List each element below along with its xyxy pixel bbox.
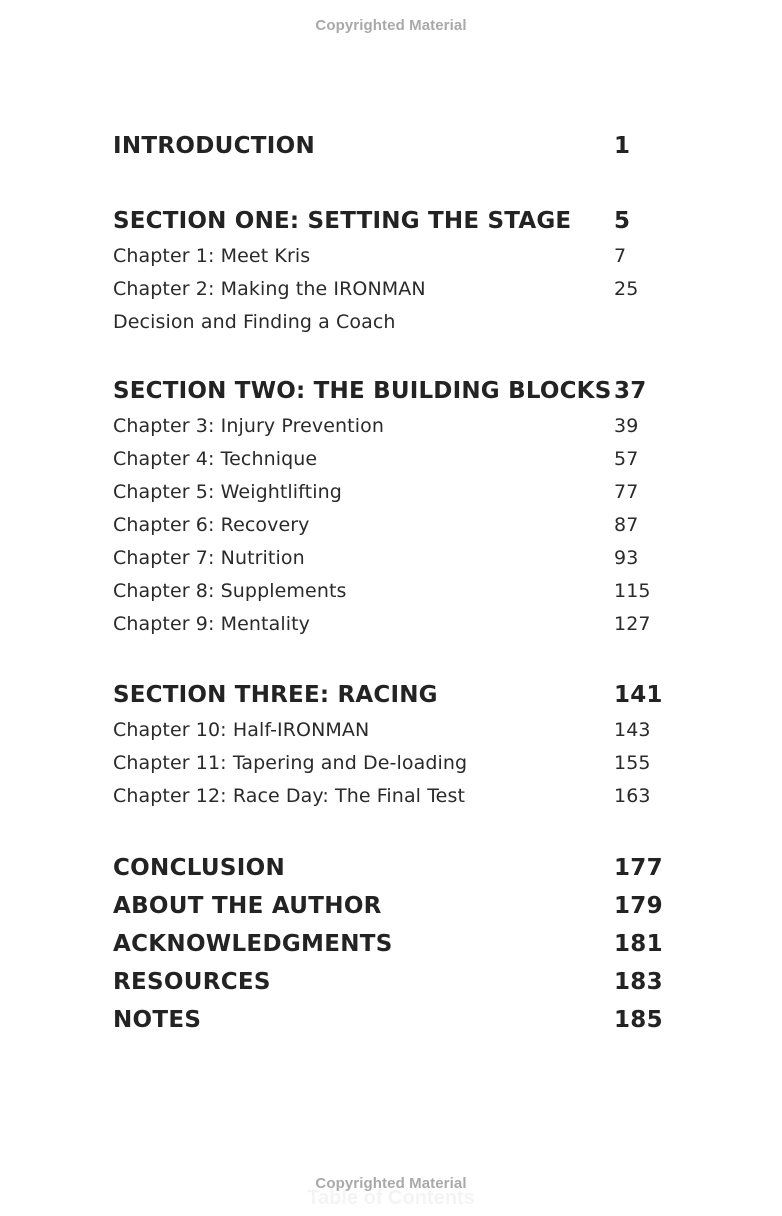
toc-chapter-9	[113, 613, 673, 643]
toc-entry-about-the-author	[113, 893, 673, 923]
toc-chapter-title: Chapter 3: Injury Prevention	[113, 415, 384, 437]
toc-entry-title: ABOUT THE AUTHOR	[113, 893, 382, 919]
toc-chapter-page: 25	[614, 278, 639, 300]
toc-chapter-title: Chapter 1: Meet Kris	[113, 245, 311, 267]
toc-chapter-title: Chapter 10: Half-IRONMAN	[113, 719, 370, 741]
toc-chapter-page: 93	[614, 547, 639, 569]
toc-chapter-title: Chapter 8: Supplements	[113, 580, 347, 602]
toc-section-title: SECTION ONE: SETTING THE STAGE	[113, 208, 572, 234]
toc-chapter-page: 77	[614, 481, 639, 503]
toc-section-title: SECTION THREE: RACING	[113, 682, 438, 708]
toc-entry-title: RESOURCES	[113, 969, 271, 995]
toc-chapter-4	[113, 448, 673, 478]
toc-chapter-title: Chapter 7: Nutrition	[113, 547, 305, 569]
toc-entry-title: ACKNOWLEDGMENTS	[113, 931, 393, 957]
copyright-watermark-bottom: Copyrighted Material	[315, 1175, 467, 1192]
toc-entry-page: 185	[614, 1007, 663, 1033]
toc-chapter-8	[113, 580, 673, 610]
toc-chapter-5	[113, 481, 673, 511]
toc-chapter-page: 7	[614, 245, 627, 267]
toc-chapter-page: 87	[614, 514, 639, 536]
toc-section-page: 5	[614, 208, 631, 234]
toc-section-page: 141	[614, 682, 663, 708]
toc-chapter-page: 143	[614, 719, 651, 741]
toc-section-two-heading	[113, 378, 673, 408]
toc-entry-page: 183	[614, 969, 663, 995]
toc-chapter-page: 57	[614, 448, 639, 470]
toc-entry-introduction	[113, 133, 673, 163]
toc-section-title: SECTION TWO: THE BUILDING BLOCKS	[113, 378, 612, 404]
toc-chapter-page: 39	[614, 415, 639, 437]
toc-chapter-title: Chapter 5: Weightlifting	[113, 481, 342, 503]
toc-chapter-page: 127	[614, 613, 651, 635]
toc-entry-page: 179	[614, 893, 663, 919]
toc-entry-notes	[113, 1007, 673, 1037]
toc-entry-acknowledgments	[113, 931, 673, 961]
toc-entry-title: NOTES	[113, 1007, 202, 1033]
toc-chapter-11	[113, 752, 673, 782]
toc-entry-conclusion	[113, 855, 673, 885]
toc-chapter-page: 155	[614, 752, 651, 774]
toc-section-one-heading	[113, 208, 673, 238]
toc-chapter-2-continued	[113, 311, 673, 341]
toc-chapter-title-continued: Decision and Finding a Coach	[113, 311, 396, 333]
toc-chapter-title: Chapter 11: Tapering and De-loading	[113, 752, 468, 774]
toc-chapter-title: Chapter 2: Making the IRONMAN	[113, 278, 426, 300]
toc-chapter-page: 163	[614, 785, 651, 807]
toc-section-three-heading	[113, 682, 673, 712]
toc-entry-page: 1	[614, 133, 631, 159]
faded-page-heading: Table of Contents	[307, 1187, 475, 1209]
toc-chapter-7	[113, 547, 673, 577]
toc-chapter-title: Chapter 6: Recovery	[113, 514, 310, 536]
toc-chapter-3	[113, 415, 673, 445]
copyright-watermark-top: Copyrighted Material	[315, 17, 467, 34]
toc-chapter-title: Chapter 12: Race Day: The Final Test	[113, 785, 466, 807]
toc-entry-page: 177	[614, 855, 663, 881]
toc-chapter-1	[113, 245, 673, 275]
toc-entry-resources	[113, 969, 673, 999]
toc-entry-title: CONCLUSION	[113, 855, 285, 881]
toc-chapter-page: 115	[614, 580, 651, 602]
toc-chapter-10	[113, 719, 673, 749]
toc-chapter-title: Chapter 9: Mentality	[113, 613, 311, 635]
toc-section-page: 37	[614, 378, 647, 404]
toc-chapter-6	[113, 514, 673, 544]
toc-chapter-2	[113, 278, 673, 308]
toc-chapter-title: Chapter 4: Technique	[113, 448, 318, 470]
toc-entry-page: 181	[614, 931, 663, 957]
toc-chapter-12	[113, 785, 673, 815]
toc-entry-title: INTRODUCTION	[113, 133, 316, 159]
